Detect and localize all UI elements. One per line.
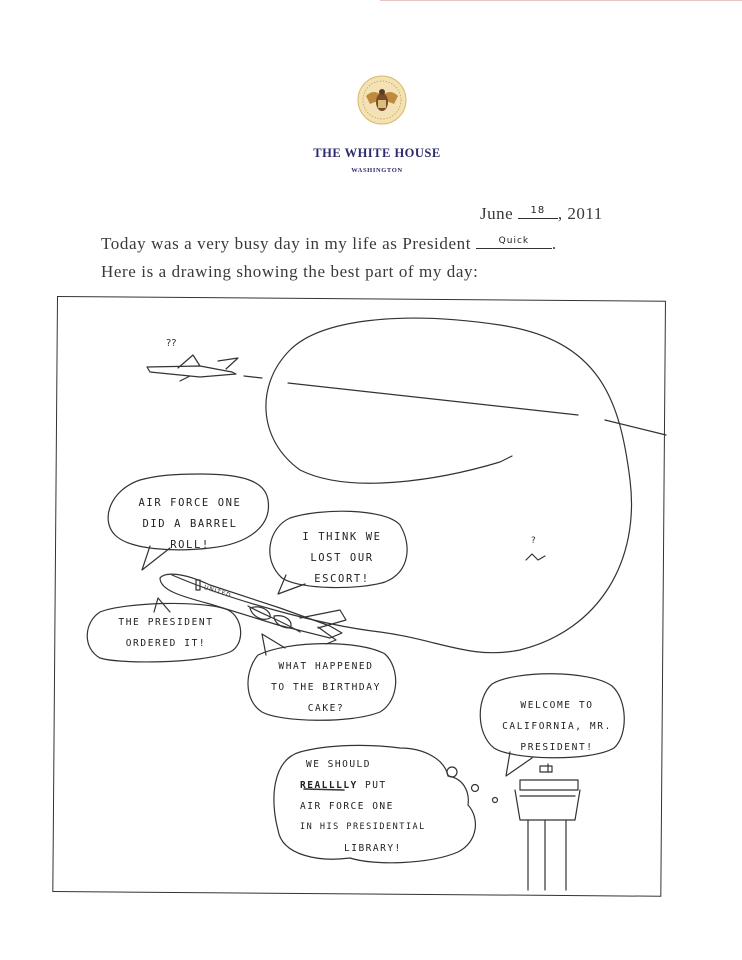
- text-lost-escort: I THINK WE LOST OUR ESCORT!: [302, 531, 382, 585]
- text-president-ordered: THE PRESIDENT ORDERED IT!: [118, 617, 214, 649]
- jet-question-marks: ??: [166, 338, 177, 349]
- letterhead-subtitle: WASHINGTON: [351, 167, 403, 174]
- library-line-1: WE SHOULD: [306, 759, 371, 770]
- loop-line-tail: [605, 420, 666, 435]
- text-library-thought: [300, 754, 426, 859]
- plane-livery-label: UNITED: [202, 584, 233, 600]
- text-barrel-roll: AIR FORCE ONE DID A BARREL ROLL!: [138, 497, 242, 551]
- library-emphasis: REALLLLY: [300, 780, 358, 791]
- thought-dot-2: [472, 785, 479, 792]
- line1-text: Today was a very busy day in my life as President: [101, 234, 472, 253]
- library-line-2: [300, 775, 426, 796]
- date-month: June: [480, 204, 514, 223]
- line1-period: .: [551, 234, 557, 253]
- escort-jet-drawing: [147, 355, 262, 381]
- bird-question-mark: ?: [531, 536, 536, 546]
- library-line-4: IN HIS PRESIDENTIAL: [300, 822, 426, 832]
- library-line-5: LIBRARY!: [344, 843, 402, 854]
- library-put: PUT: [357, 780, 387, 791]
- loop-line: [288, 383, 578, 415]
- date-day: 18: [530, 205, 546, 216]
- text-welcome: WELCOME TO CALIFORNIA, MR. PRESIDENT!: [502, 700, 612, 753]
- library-line-3: AIR FORCE ONE: [300, 801, 394, 812]
- president-name: Quick: [498, 236, 530, 246]
- control-tower-drawing: [515, 764, 580, 890]
- thought-dot-3: [493, 798, 498, 803]
- form-line-2: Here is a drawing showing the best part of my day:: [101, 262, 479, 281]
- letterhead-title: THE WHITE HOUSE: [313, 146, 441, 160]
- date-year: , 2011: [557, 204, 603, 223]
- bird-drawing: [526, 554, 545, 560]
- barrel-roll-loop: [172, 318, 632, 653]
- thought-dot-1: [447, 767, 457, 777]
- text-birthday-cake: WHAT HAPPENED TO THE BIRTHDAY CAKE?: [271, 661, 381, 714]
